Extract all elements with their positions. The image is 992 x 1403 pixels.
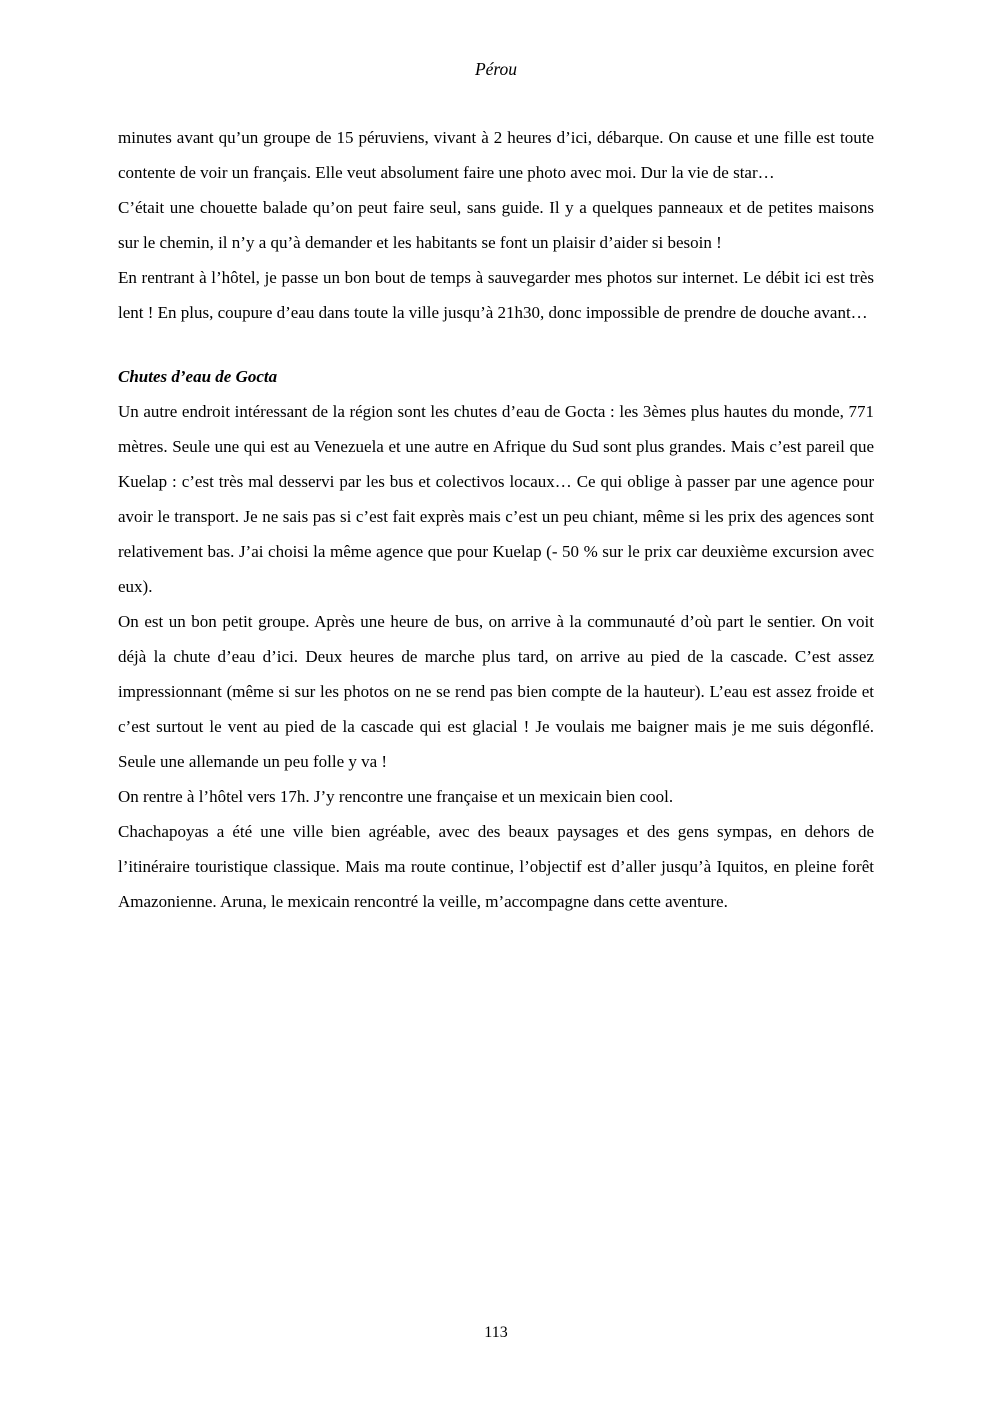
paragraph: C’était une chouette balade qu’on peut faire seul, sans guide. Il y a quelques panneaux et de petites maisons sur le chemin, il n’y a qu’à demander et les habitants se font un plaisir d’aider si besoin ! — [118, 198, 874, 252]
paragraph: minutes avant qu’un groupe de 15 péruviens, vivant à 2 heures d’ici, débarque. On cause et une fille est toute contente de voir un français. Elle veut absolument faire une photo avec moi. Dur la vie de star… — [118, 128, 874, 182]
paragraph: Chachapoyas a été une ville bien agréable, avec des beaux paysages et des gens sympas, en dehors de l’itinéraire touristique classique. Mais ma route continue, l’objectif est d’aller jusqu’à Iquitos, en pleine forêt Amazonienne. Aruna, le mexicain rencontré la veille, m’accompagne dans cette aventure. — [118, 822, 874, 911]
page-number: 113 — [484, 1324, 508, 1341]
paragraph: On est un bon petit groupe. Après une heure de bus, on arrive à la communauté d’où part le sentier. On voit déjà la chute d’eau d’ici. Deux heures de marche plus tard, on arrive au pied de la cascade. C’est assez impressionnant (même si sur les photos on ne se rend pas bien compte de la hauteur). L’eau est assez froide et c’est surtout le vent au pied de la cascade qui est glacial ! Je voulais me baigner mais je me suis dégonflé. Seule une allemande un peu folle y va ! — [118, 612, 874, 771]
section-heading: Chutes d’eau de Gocta — [118, 367, 278, 386]
paragraph: On rentre à l’hôtel vers 17h. J’y rencontre une française et un mexicain bien cool. — [118, 787, 674, 806]
page-body — [118, 120, 874, 919]
paragraph: En rentrant à l’hôtel, je passe un bon bout de temps à sauvegarder mes photos sur internet. Le débit ici est très lent ! En plus, coupure d’eau dans toute la ville jusqu’à 21h30, donc impossible de prendre de douche avant… — [118, 268, 874, 322]
paragraph: Un autre endroit intéressant de la région sont les chutes d’eau de Gocta : les 3èmes plus hautes du monde, 771 mètres. Seule une qui est au Venezuela et une autre en Afrique du Sud sont plus grandes. Mais c’est pareil que Kuelap : c’est très mal desservi par les bus et colectivos locaux… Ce qui oblige à passer par une agence pour avoir le transport. Je ne sais pas si c’est fait exprès mais c’est un peu chiant, même si les prix des agences sont relativement bas. J’ai choisi la même agence que pour Kuelap (- 50 % sur le prix car deuxième excursion avec eux). — [118, 402, 874, 596]
running-header-title: Pérou — [474, 59, 518, 79]
